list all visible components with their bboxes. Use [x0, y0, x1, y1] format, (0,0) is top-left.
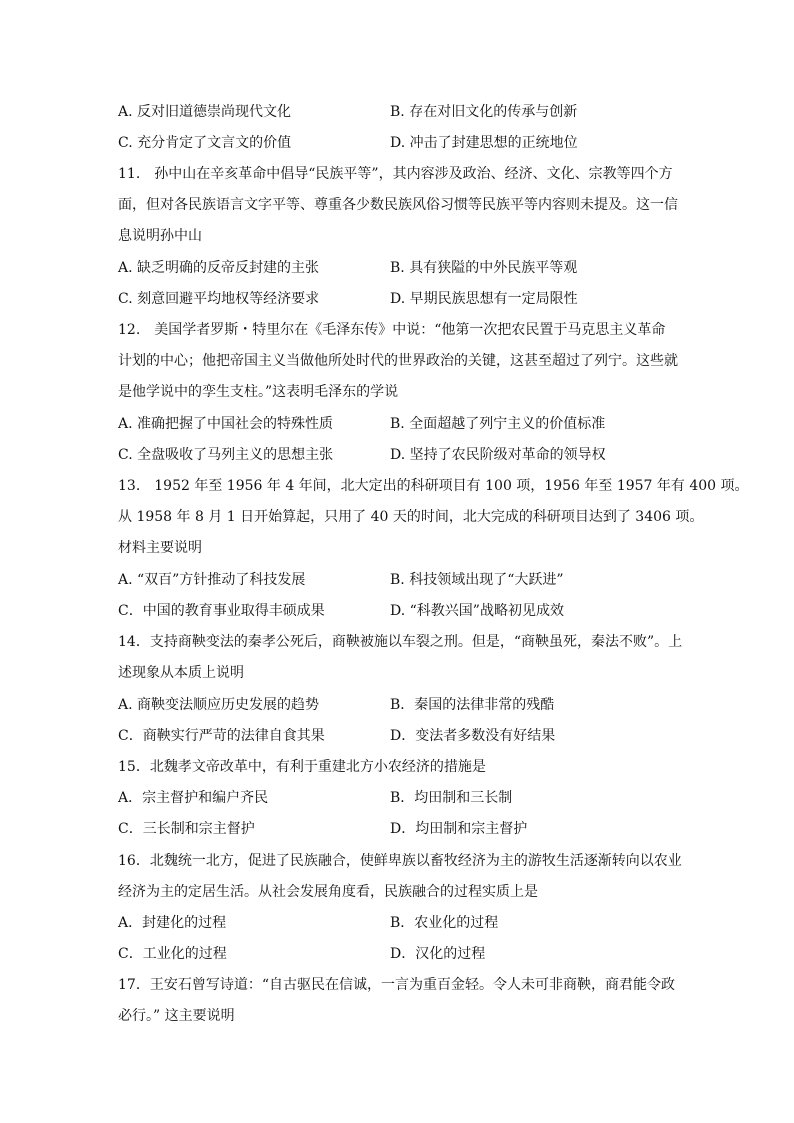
question-text-line: 11. 孙中山在辛亥革命中倡导“民族平等”，其内容涉及政治、经济、文化、宗教等四个方 — [118, 166, 673, 182]
question-text-line: 从 1958 年 8 月 1 日开始算起，只用了 40 天的时间，北大完成的科研项目达到了 3406 项。 — [118, 509, 704, 525]
question-text-line: 述现象从本质上说明 — [118, 665, 244, 681]
option-left: C. 全盘吸收了马列主义的思想主张 — [118, 447, 334, 463]
question-text-line: 息说明孙中山 — [118, 228, 202, 244]
option-left: C．三长制和宗主督护 — [118, 821, 255, 837]
option-left: C．中国的教育事业取得丰硕成果 — [118, 603, 325, 619]
option-left: A. 商鞅变法顺应历史发展的趋势 — [118, 697, 320, 713]
question-text-line: 12. 美国学者罗斯・特里尔在《毛泽东传》中说：“他第一次把农民置于马克思主义革命 — [118, 322, 666, 338]
option-left: A．宗主督护和编户齐民 — [118, 790, 269, 806]
option-right: D. 坚持了农民阶级对革命的领导权 — [390, 447, 606, 463]
option-left: A. 准确把握了中国社会的特殊性质 — [118, 416, 334, 432]
option-right: B．均田制和三长制 — [390, 790, 513, 806]
option-left: C．商鞅实行严苛的法律自食其果 — [118, 728, 325, 744]
option-left: A. “双百”方针推动了科技发展 — [118, 572, 306, 588]
option-right: D. “科教兴国”战略初见成效 — [390, 603, 564, 619]
question-text-line: 14．支持商鞅变法的秦孝公死后，商鞅被施以车裂之刑。但是，“商鞅虽死，秦法不败”。上 — [118, 634, 683, 650]
option-right: D．汉化的过程 — [390, 946, 486, 962]
option-right: B．秦国的法律非常的残酷 — [390, 697, 555, 713]
option-right: B. 具有狭隘的中外民族平等观 — [390, 260, 578, 276]
option-left: C. 刻意回避平均地权等经济要求 — [118, 291, 320, 307]
option-right: B．农业化的过程 — [390, 915, 499, 931]
option-right: D. 冲击了封建思想的正统地位 — [390, 135, 578, 151]
question-text-line: 17．王安石曾写诗道：“自古驱民在信诚，一言为重百金轻。令人未可非商鞅，商君能令政 — [118, 977, 675, 993]
question-text-line: 经济为主的定居生活。从社会发展角度看，民族融合的过程实质上是 — [118, 884, 538, 900]
question-text-line: 材料主要说明 — [118, 540, 202, 556]
option-left: A．封建化的过程 — [118, 915, 227, 931]
option-left: C. 充分肯定了文言文的价值 — [118, 135, 292, 151]
question-text-line: 面，但对各民族语言文字平等、尊重各少数民族风俗习惯等民族平等内容则未提及。这一信 — [118, 197, 678, 213]
option-left: A. 缺乏明确的反帝反封建的主张 — [118, 260, 320, 276]
option-left: C．工业化的过程 — [118, 946, 227, 962]
option-right: D. 早期民族思想有一定局限性 — [390, 291, 578, 307]
option-right: D．变法者多数没有好结果 — [390, 728, 556, 744]
option-right: B. 科技领域出现了“大跃进” — [390, 572, 564, 588]
question-text-line: 必行。” 这主要说明 — [118, 1008, 235, 1024]
option-right: D．均田制和宗主督护 — [390, 821, 528, 837]
option-right: B. 存在对旧文化的传承与创新 — [390, 104, 578, 120]
question-text-line: 15．北魏孝文帝改革中，有利于重建北方小农经济的措施是 — [118, 759, 486, 775]
option-right: B. 全面超越了列宁主义的价值标准 — [390, 416, 606, 432]
question-text-line: 16．北魏统一北方，促进了民族融合，使鲜卑族以畜牧经济为主的游牧生活逐渐转向以农业 — [118, 853, 682, 869]
question-text-line: 计划的中心；他把帝国主义当做他所处时代的世界政治的关键，这甚至超过了列宁。这些就 — [118, 353, 678, 369]
question-text-line: 是他学说中的孪生支柱。”这表明毛泽东的学说 — [118, 384, 399, 400]
question-text-line: 13. 1952 年至 1956 年 4 年间，北大定出的科研项目有 100 项，1956 年至 1957 年有 400 项。 — [118, 478, 749, 494]
option-left: A. 反对旧道德崇尚现代文化 — [118, 104, 292, 120]
